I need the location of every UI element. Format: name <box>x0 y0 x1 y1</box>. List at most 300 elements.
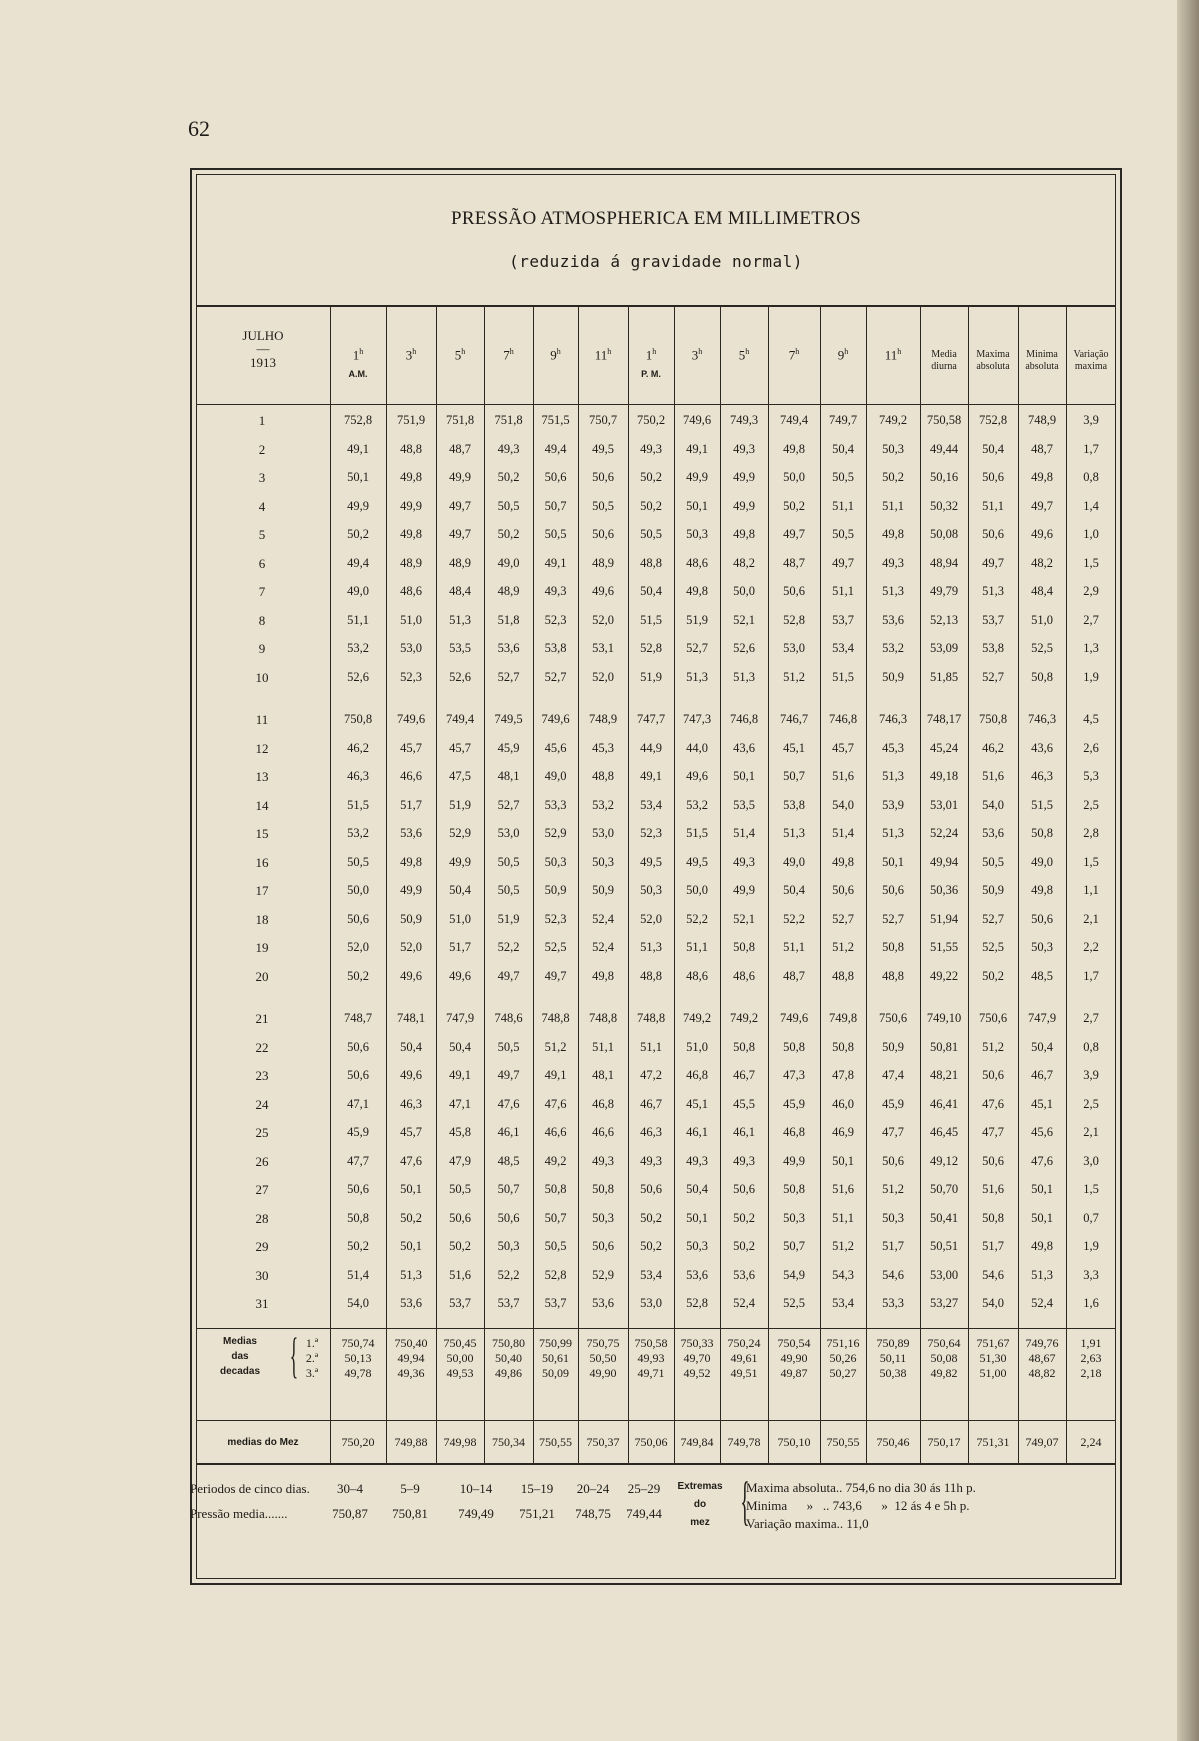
table-cell: 53,27 <box>929 1296 959 1310</box>
table-cell: 50,6 <box>783 584 805 598</box>
table-cell: 1,4 <box>1083 498 1099 513</box>
table-cell: 50,1 <box>686 498 708 513</box>
table-cell: 51,0 <box>449 911 471 926</box>
table-cell: 2,8 <box>1083 826 1099 840</box>
table-cell: 50,9 <box>982 883 1004 897</box>
decade-cell: 49,78 <box>344 1366 372 1380</box>
period-pressure: 748,75 <box>575 1506 611 1521</box>
table-cell: 46,3 <box>1031 769 1053 783</box>
table-cell: 51,9 <box>686 612 708 627</box>
table-cell: 51,9 <box>640 669 662 684</box>
table-cell: 49,8 <box>832 854 854 869</box>
table-cell: 51,7 <box>400 797 422 812</box>
table-cell: 49,8 <box>686 584 708 598</box>
table-cell: 749,2 <box>729 1011 759 1025</box>
table-cell: 46,1 <box>686 1125 708 1139</box>
table-cell: 50,7 <box>783 769 805 783</box>
table-cell: 50,6 <box>544 470 567 484</box>
table-cell: 750,8 <box>343 712 373 726</box>
table-cell: 53,4 <box>832 1296 854 1310</box>
table-cell: 53,6 <box>733 1267 755 1282</box>
month-mean-cell: 750,55 <box>826 1435 860 1449</box>
table-cell: 49,8 <box>1031 1239 1053 1253</box>
decade-cell: 750,89 <box>876 1336 910 1350</box>
table-cell: 47,2 <box>640 1068 662 1082</box>
table-cell: 50,08 <box>929 527 959 541</box>
table-cell: 50,3 <box>497 1239 520 1253</box>
day-label: 27 <box>255 1182 269 1197</box>
table-cell: 53,0 <box>400 641 422 655</box>
header-am: A.M. <box>348 369 368 379</box>
table-cell: 46,2 <box>982 740 1004 755</box>
table-cell: 2,9 <box>1083 584 1099 598</box>
header-hour: 3$^h$ <box>405 347 417 363</box>
table-cell: 50,70 <box>929 1182 959 1196</box>
table-cell: 46,6 <box>592 1125 614 1139</box>
table-cell: 52,0 <box>640 911 662 926</box>
table-cell: 50,4 <box>686 1182 708 1196</box>
table-cell: 50,3 <box>686 527 708 541</box>
table-cell: 48,5 <box>1031 968 1053 983</box>
decade-cell: 49,94 <box>397 1351 425 1365</box>
table-cell: 49,3 <box>544 584 567 598</box>
table-cell: 50,3 <box>1031 940 1053 954</box>
table-cell: 46,7 <box>1031 1068 1053 1082</box>
table-cell: 46,6 <box>400 769 422 783</box>
table-cell: 53,6 <box>686 1267 708 1282</box>
table-cell: 51,6 <box>982 1182 1004 1196</box>
table-cell: 49,3 <box>733 854 755 869</box>
table-cell: 45,6 <box>544 740 567 755</box>
period-pressure: 750,87 <box>332 1506 368 1521</box>
table-cell: 43,6 <box>733 740 755 755</box>
decade-cell: 750,33 <box>680 1336 714 1350</box>
table-cell: 53,6 <box>592 1296 614 1310</box>
day-label: 20 <box>255 968 269 984</box>
day-label: 6 <box>258 555 266 571</box>
pressure-label: Pressão media....... <box>190 1506 288 1521</box>
table-cell: 47,7 <box>982 1125 1004 1139</box>
table-cell: 46,6 <box>544 1125 567 1139</box>
header-col_media-2: diurna <box>931 361 957 372</box>
decade-cell: 50,38 <box>879 1366 907 1380</box>
table-cell: 748,1 <box>396 1011 426 1025</box>
table-cell: 43,6 <box>1031 740 1053 755</box>
table-cell: 46,1 <box>497 1125 520 1139</box>
table-cell: 48,2 <box>733 555 755 570</box>
table-cell: 50,6 <box>449 1210 471 1225</box>
table-cell: 49,7 <box>449 498 471 513</box>
table-cell: 50,8 <box>882 940 904 954</box>
table-cell: 50,5 <box>497 854 520 869</box>
table-cell: 748,7 <box>343 1011 373 1025</box>
table-cell: 50,8 <box>783 1182 805 1196</box>
decade-cell: 750,80 <box>492 1336 525 1350</box>
table-cell: 47,6 <box>400 1153 422 1168</box>
table-cell: 746,8 <box>828 712 858 726</box>
decade-cell: 49,90 <box>589 1366 617 1380</box>
table-cell: 49,9 <box>733 470 755 484</box>
table-cell: 53,0 <box>640 1296 662 1310</box>
header-hour: 5$^h$ <box>738 347 750 363</box>
table-cell: 50,8 <box>347 1210 369 1225</box>
table-cell: 52,9 <box>449 826 471 840</box>
table-cell: 50,3 <box>544 854 567 869</box>
table-cell: 46,3 <box>400 1096 422 1111</box>
decade-cell: 49,51 <box>730 1366 758 1380</box>
table-cell: 52,7 <box>497 669 520 684</box>
table-cell: 747,9 <box>1027 1011 1057 1025</box>
table-cell: 749,2 <box>682 1011 712 1025</box>
month-mean-cell: 749,88 <box>394 1435 428 1449</box>
period-label: 20–24 <box>576 1481 610 1496</box>
table-cell: 50,2 <box>640 1239 662 1253</box>
day-label: 9 <box>258 641 266 656</box>
table-cell: 49,12 <box>929 1153 959 1168</box>
month-means-label: medias do Mez <box>227 1437 299 1448</box>
table-cell: 49,1 <box>686 441 708 456</box>
table-cell: 50,2 <box>497 527 520 541</box>
table-cell: 52,0 <box>592 612 614 627</box>
table-cell: 52,3 <box>640 826 662 840</box>
period-label: 10–14 <box>459 1481 493 1496</box>
decade-cell: 49,82 <box>930 1366 958 1380</box>
table-cell: 51,3 <box>982 584 1004 598</box>
table-cell: 50,5 <box>832 470 854 484</box>
table-cell: 46,3 <box>640 1125 662 1139</box>
period-pressure: 750,81 <box>392 1506 428 1521</box>
table-cell: 51,1 <box>982 498 1004 513</box>
table-cell: 748,9 <box>1027 413 1057 427</box>
table-cell: 52,6 <box>347 669 369 684</box>
table-cell: 53,8 <box>982 641 1004 655</box>
table-cell: 51,3 <box>882 584 904 598</box>
table-cell: 50,4 <box>982 441 1004 456</box>
table-cell: 49,8 <box>592 968 614 983</box>
table-cell: 1,5 <box>1083 555 1099 570</box>
table-cell: 751,8 <box>494 413 523 427</box>
decade-cell: 750,40 <box>394 1336 428 1350</box>
decade-cell: 49,93 <box>637 1351 665 1365</box>
table-cell: 50,2 <box>882 470 904 484</box>
table-cell: 50,6 <box>882 1153 904 1168</box>
extremes-label-1: Extremas <box>677 1481 723 1492</box>
day-label: 29 <box>255 1239 269 1254</box>
table-cell: 51,3 <box>449 612 471 627</box>
table-cell: 51,1 <box>347 612 369 627</box>
table-cell: 50,1 <box>686 1210 708 1225</box>
month-mean-cell: 749,98 <box>443 1435 477 1449</box>
table-cell: 50,8 <box>982 1210 1004 1225</box>
table-cell: 48,2 <box>1031 555 1053 570</box>
table-cell: 50,1 <box>882 854 904 869</box>
month-mean-cell: 750,20 <box>341 1435 375 1449</box>
day-label: 30 <box>255 1267 269 1283</box>
decade-cell: 750,24 <box>727 1336 761 1350</box>
table-cell: 48,8 <box>640 968 662 983</box>
table-cell: 750,7 <box>588 413 618 427</box>
header-hour: 11$^h$ <box>884 347 902 363</box>
table-cell: 50,6 <box>982 470 1004 484</box>
table-cell: 2,1 <box>1083 911 1099 926</box>
table-cell: 45,9 <box>347 1125 369 1139</box>
table-cell: 749,8 <box>828 1011 858 1025</box>
table-cell: 51,4 <box>347 1267 369 1282</box>
extreme-var: Variação maxima.. 11,0 <box>746 1516 869 1531</box>
table-title: PRESSÃO ATMOSPHERICA EM MILLIMETROS <box>450 208 862 229</box>
decade-cell: 49,87 <box>780 1366 808 1380</box>
table-cell: 49,9 <box>449 470 471 484</box>
table-cell: 51,2 <box>832 940 854 954</box>
table-cell: 52,3 <box>400 669 422 684</box>
table-cell: 2,5 <box>1083 1096 1099 1111</box>
table-cell: 53,4 <box>832 641 854 655</box>
table-cell: 50,1 <box>400 1182 422 1196</box>
header-hour: 7$^h$ <box>788 347 800 363</box>
table-cell: 53,6 <box>497 641 520 655</box>
day-label: 1 <box>258 413 266 428</box>
day-label: 16 <box>255 854 269 870</box>
table-cell: 52,4 <box>733 1296 755 1310</box>
table-cell: 53,4 <box>640 1267 662 1282</box>
table-cell: 748,8 <box>588 1011 618 1025</box>
table-cell: 46,7 <box>640 1096 662 1111</box>
table-cell: 50,8 <box>1031 826 1053 840</box>
table-cell: 51,1 <box>686 940 708 954</box>
table-cell: 54,0 <box>832 797 854 812</box>
table-cell: 2,2 <box>1083 940 1099 954</box>
table-cell: 50,8 <box>1031 669 1053 684</box>
table-cell: 51,3 <box>882 769 904 783</box>
day-label: 2 <box>258 441 266 457</box>
table-cell: 53,7 <box>449 1296 471 1310</box>
table-cell: 1,5 <box>1083 854 1099 869</box>
table-cell: 52,4 <box>592 911 614 926</box>
day-label: 4 <box>258 498 266 514</box>
extremes-label-2: do <box>693 1499 707 1510</box>
table-cell: 52,2 <box>497 1267 520 1282</box>
table-cell: 49,7 <box>1031 498 1053 513</box>
table-cell: 49,8 <box>1031 883 1053 897</box>
decade-label-2: das <box>231 1351 249 1362</box>
table-cell: 46,9 <box>832 1125 854 1139</box>
table-cell: 45,24 <box>929 740 959 755</box>
table-cell: 0,8 <box>1083 470 1099 484</box>
header-col_max-1: Maxima <box>976 349 1010 360</box>
table-cell: 53,4 <box>640 797 662 812</box>
table-cell: 50,1 <box>832 1153 854 1168</box>
month-mean-cell: 750,55 <box>539 1435 572 1449</box>
header-hour: 11$^h$ <box>594 347 612 363</box>
table-cell: 50,6 <box>497 1210 520 1225</box>
table-cell: 4,5 <box>1083 712 1099 726</box>
table-cell: 50,1 <box>347 470 369 484</box>
table-cell: 50,7 <box>544 1210 567 1225</box>
table-cell: 749,5 <box>494 712 523 726</box>
day-label: 11 <box>255 712 269 727</box>
decade-cell: 48,82 <box>1028 1366 1056 1380</box>
table-cell: 750,2 <box>636 413 666 427</box>
day-label: 3 <box>258 470 266 485</box>
decade-cell: 48,67 <box>1028 1351 1056 1365</box>
table-cell: 48,7 <box>783 968 805 983</box>
table-cell: 751,5 <box>541 413 570 427</box>
table-cell: 49,8 <box>783 441 805 456</box>
table-cell: 750,58 <box>926 413 962 427</box>
table-cell: 50,8 <box>832 1039 854 1054</box>
table-cell: 50,51 <box>929 1239 959 1253</box>
month-mean-cell: 750,10 <box>777 1435 811 1449</box>
table-cell: 50,5 <box>640 527 662 541</box>
month-mean-cell: 751,31 <box>976 1435 1010 1449</box>
periods-label: Periodos de cinco dias. <box>190 1481 310 1496</box>
table-cell: 49,1 <box>347 441 369 456</box>
table-cell: 49,7 <box>544 968 567 983</box>
decade-cell: 50,09 <box>542 1366 569 1380</box>
table-cell: 53,5 <box>733 797 755 812</box>
table-cell: 54,3 <box>832 1267 854 1282</box>
table-cell: 50,0 <box>686 883 708 897</box>
footer-rule <box>196 1463 1116 1465</box>
table-cell: 45,7 <box>400 1125 422 1139</box>
table-cell: 50,2 <box>449 1239 471 1253</box>
table-cell: 51,5 <box>347 797 369 812</box>
table-cell: 45,1 <box>686 1096 708 1111</box>
table-cell: 46,8 <box>686 1068 708 1082</box>
table-cell: 50,7 <box>544 498 567 513</box>
table-cell: 52,0 <box>592 669 614 684</box>
table-cell: 54,0 <box>982 1296 1004 1310</box>
table-cell: 52,2 <box>686 911 708 926</box>
decade-cell: 49,71 <box>637 1366 665 1380</box>
table-cell: 50,1 <box>400 1239 422 1253</box>
decade-cell: 750,45 <box>443 1336 477 1350</box>
table-cell: 52,1 <box>733 911 755 926</box>
day-label: 12 <box>255 740 269 756</box>
decade-cell: 49,61 <box>730 1351 758 1365</box>
table-cell: 53,2 <box>347 641 369 655</box>
table-cell: 48,8 <box>400 441 422 456</box>
header-hour: 1$^h$ <box>645 347 657 363</box>
table-cell: 48,9 <box>400 555 422 570</box>
day-label: 7 <box>258 584 266 599</box>
decade-cell: 49,52 <box>683 1366 711 1380</box>
table-cell: 46,1 <box>733 1125 755 1139</box>
table-cell: 49,44 <box>929 441 959 456</box>
table-cell: 50,8 <box>783 1039 805 1054</box>
decade-cell: 750,99 <box>539 1336 572 1350</box>
decade-cell: 750,64 <box>927 1336 961 1350</box>
table-cell: 49,5 <box>640 854 662 869</box>
table-cell: 48,7 <box>783 555 805 570</box>
table-cell: 746,3 <box>1027 712 1057 726</box>
table-cell: 53,3 <box>882 1296 904 1310</box>
table-cell: 50,6 <box>347 1182 369 1196</box>
table-subtitle: (reduzida á gravidade normal) <box>509 252 803 271</box>
decade-cell: 51,00 <box>979 1366 1007 1380</box>
table-cell: 50,5 <box>497 883 520 897</box>
table-cell: 49,9 <box>449 854 471 869</box>
table-cell: 50,3 <box>592 1210 614 1225</box>
table-cell: 44,0 <box>686 740 708 755</box>
table-cell: 51,6 <box>832 769 854 783</box>
table-cell: 51,2 <box>882 1182 904 1196</box>
table-cell: 50,2 <box>733 1210 755 1225</box>
table-cell: 52,5 <box>544 940 567 954</box>
table-cell: 48,4 <box>449 584 471 598</box>
table-cell: 45,5 <box>733 1096 755 1111</box>
table-cell: 50,16 <box>929 470 959 484</box>
table-cell: 50,6 <box>347 1068 369 1082</box>
table-cell: 50,2 <box>640 470 662 484</box>
decade-cell: 51,30 <box>979 1351 1007 1365</box>
table-cell: 52,13 <box>929 612 959 627</box>
table-cell: 49,9 <box>733 883 755 897</box>
table-cell: 749,3 <box>729 413 759 427</box>
table-cell: 45,1 <box>1031 1096 1053 1111</box>
table-cell: 49,6 <box>400 968 422 983</box>
table-cell: 49,9 <box>400 883 422 897</box>
period-label: 5–9 <box>400 1481 420 1496</box>
table-cell: 51,2 <box>544 1039 567 1054</box>
table-cell: 750,8 <box>978 712 1008 726</box>
table-cell: 51,0 <box>1031 612 1053 627</box>
table-cell: 49,18 <box>929 769 959 783</box>
header-col_media-1: Media <box>931 349 957 360</box>
table-cell: 54,6 <box>882 1267 904 1282</box>
header-hour: 9$^h$ <box>837 347 849 363</box>
table-cell: 53,2 <box>686 797 708 812</box>
table-cell: 48,6 <box>733 968 755 983</box>
table-cell: 53,00 <box>929 1267 959 1282</box>
table-cell: 50,6 <box>640 1182 662 1196</box>
table-cell: 54,0 <box>982 797 1004 812</box>
table-cell: 47,9 <box>449 1153 471 1168</box>
table-cell: 50,8 <box>544 1182 567 1196</box>
table-cell: 45,7 <box>832 740 854 755</box>
header-dash: — <box>256 341 270 356</box>
table-cell: 50,0 <box>733 584 755 598</box>
day-label: 25 <box>255 1125 269 1140</box>
table-cell: 50,4 <box>832 441 854 456</box>
table-cell: 45,3 <box>882 740 904 755</box>
table-cell: 1,0 <box>1083 527 1099 541</box>
table-cell: 49,8 <box>400 470 422 484</box>
table-cell: 52,7 <box>832 911 854 926</box>
table-cell: 52,8 <box>686 1296 708 1310</box>
decade-cell: 49,86 <box>495 1366 522 1380</box>
table-cell: 50,5 <box>832 527 854 541</box>
table-cell: 51,7 <box>982 1239 1004 1253</box>
table-cell: 53,6 <box>982 826 1004 840</box>
table-cell: 51,1 <box>640 1039 662 1054</box>
decade-cell: 49,53 <box>446 1366 474 1380</box>
extremes-brace: { <box>740 1471 750 1531</box>
table-cell: 49,79 <box>929 584 959 598</box>
table-cell: 53,6 <box>400 1296 422 1310</box>
table-cell: 53,7 <box>497 1296 520 1310</box>
table-cell: 50,4 <box>449 883 471 897</box>
decade-cell: 50,40 <box>495 1351 522 1365</box>
table-cell: 1,3 <box>1083 641 1099 655</box>
table-cell: 46,8 <box>783 1125 805 1139</box>
table-cell: 2,7 <box>1083 612 1099 627</box>
decade-cell: 50,11 <box>879 1351 907 1365</box>
table-cell: 46,8 <box>592 1096 614 1111</box>
table-cell: 53,2 <box>592 797 614 812</box>
table-cell: 52,8 <box>640 641 662 655</box>
day-label: 17 <box>255 883 269 898</box>
